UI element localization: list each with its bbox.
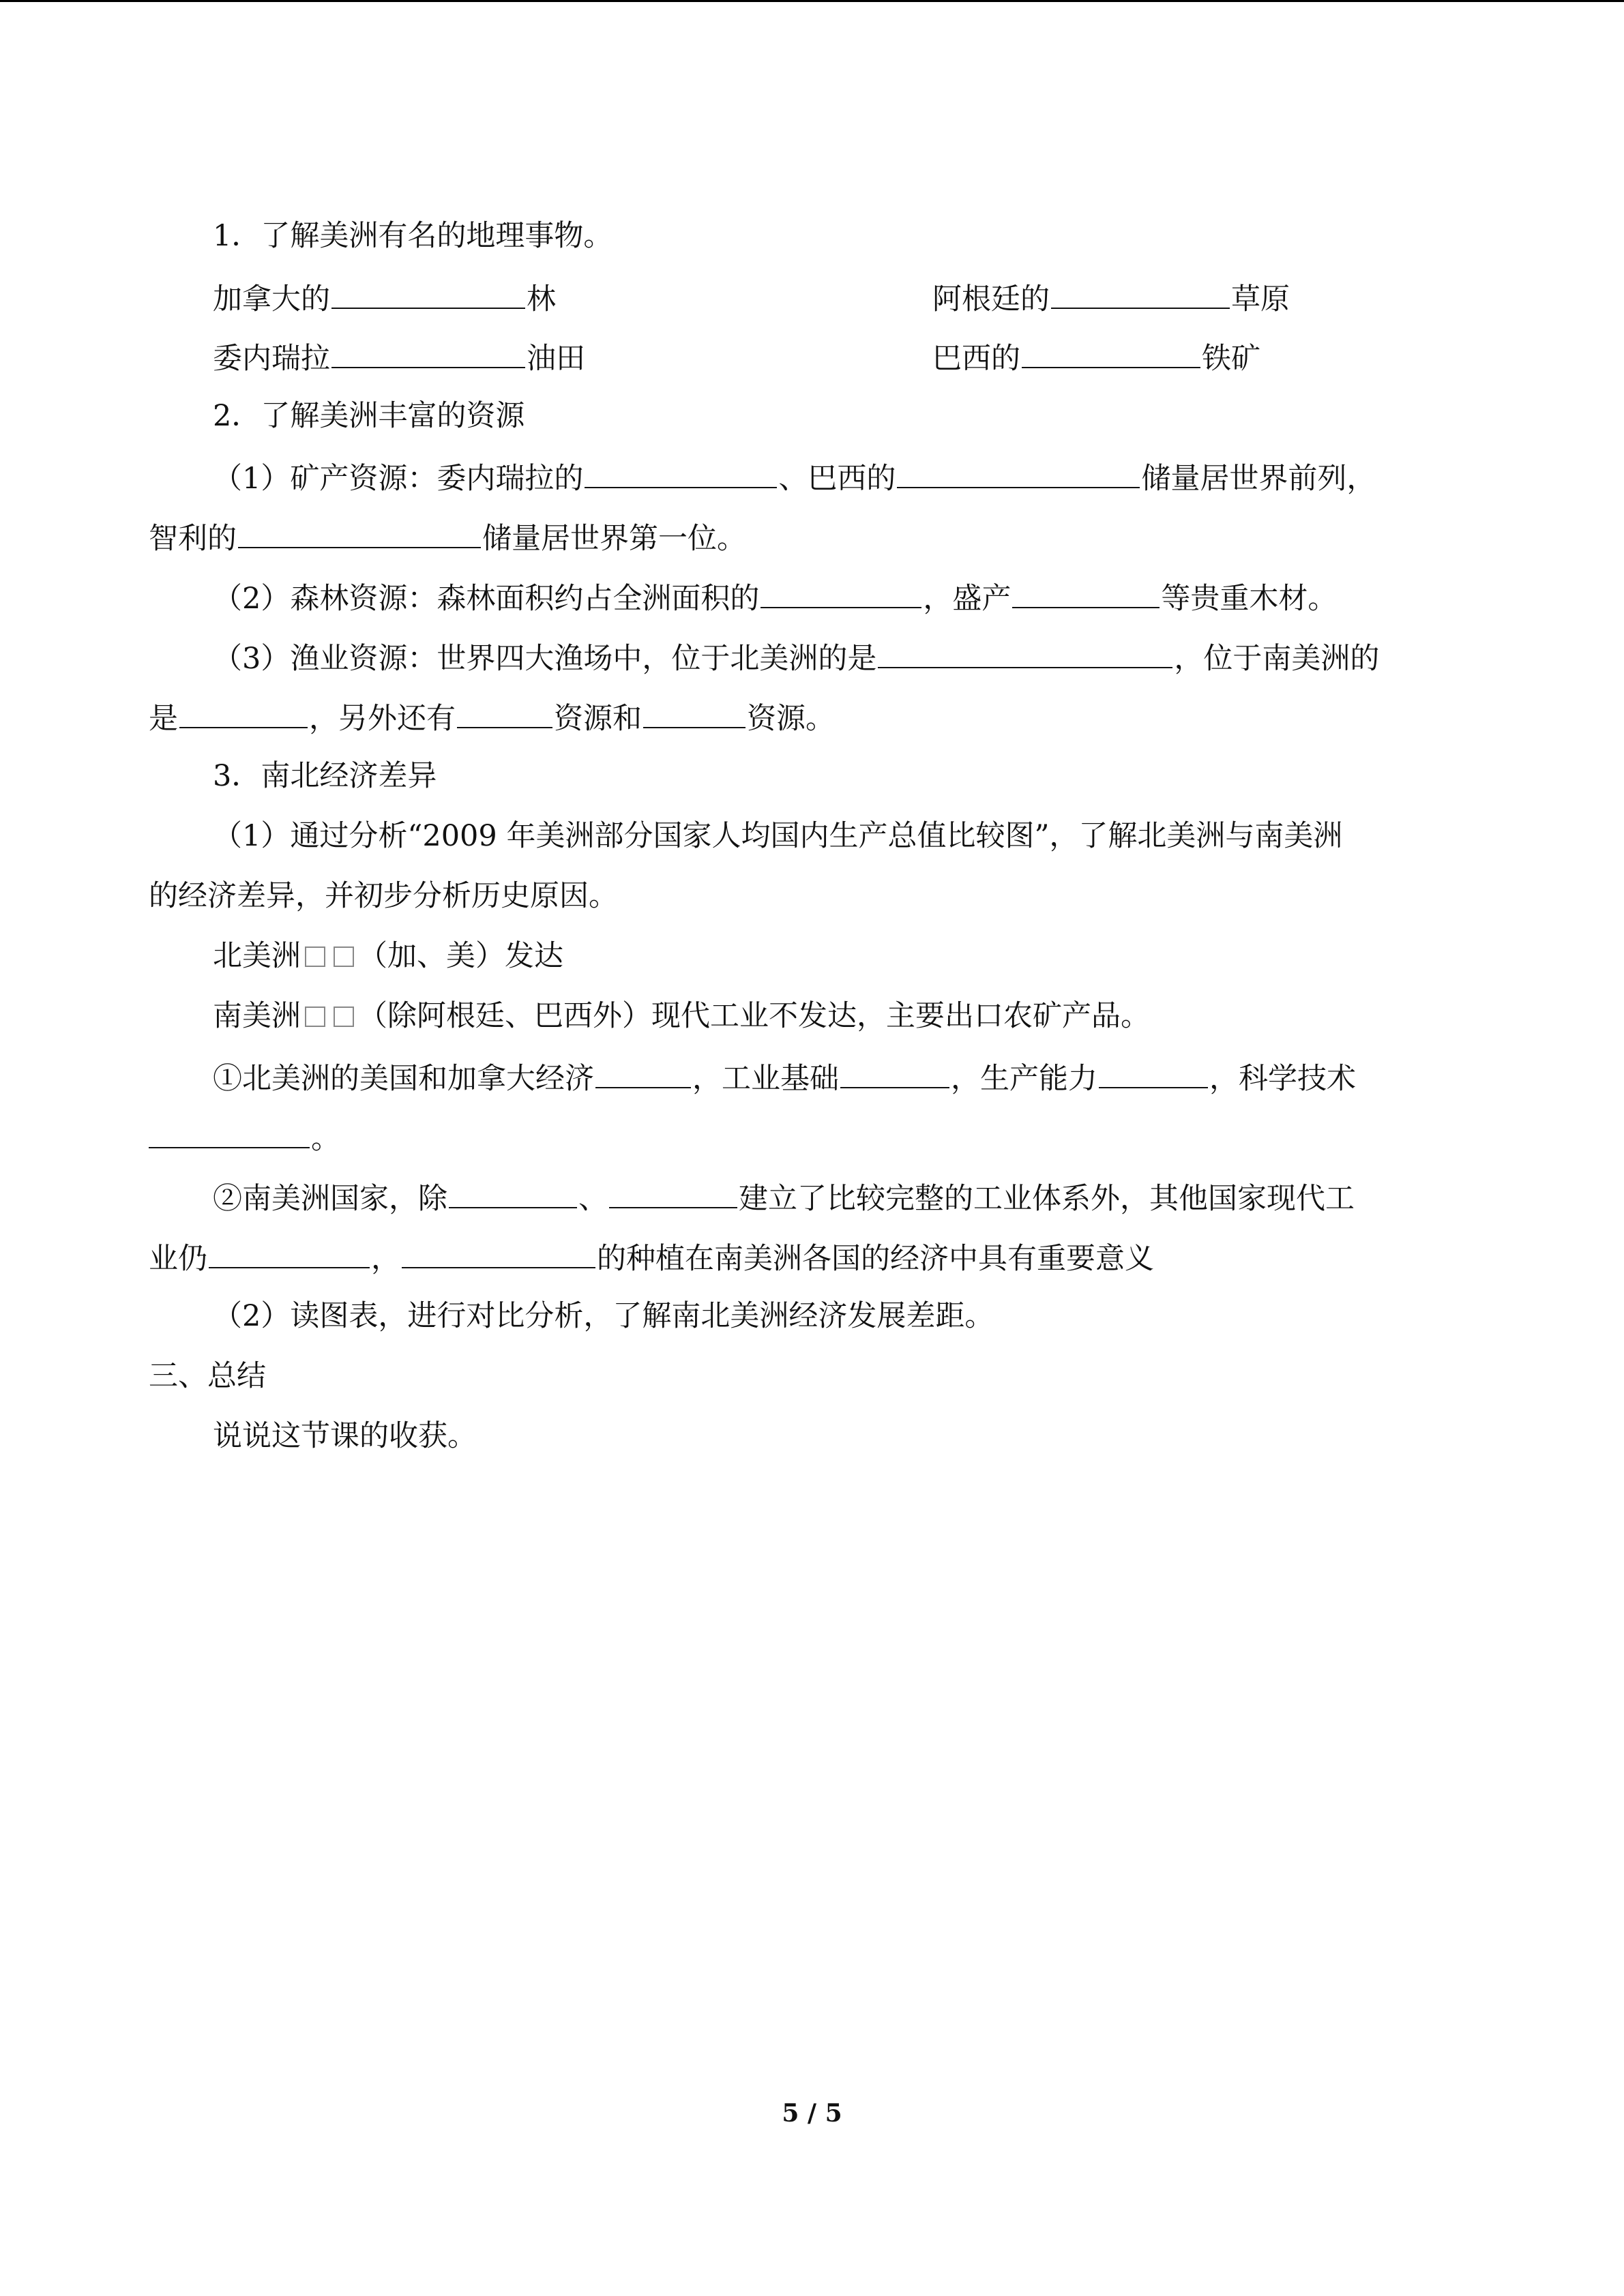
answer-blank[interactable] <box>449 1176 577 1208</box>
section-3-south-america: 南美洲 （除阿根廷、巴西外）现代工业不发达，主要出口农矿产品。 <box>213 999 1150 1033</box>
section-3-item-1-line-2: 。 <box>149 1116 1499 1159</box>
answer-blank[interactable] <box>897 456 1140 488</box>
placeholder-box <box>305 946 325 967</box>
placeholder-box <box>334 946 354 967</box>
answer-blank[interactable] <box>402 1236 595 1268</box>
answer-blank[interactable] <box>609 1176 737 1208</box>
section-2-title: 2．了解美洲丰富的资源 <box>213 399 525 433</box>
answer-blank[interactable] <box>840 1056 949 1088</box>
summary-text: 说说这节课的收获。 <box>213 1419 477 1453</box>
placeholder-box <box>305 1007 325 1027</box>
section-3-item-2-line-2: 业仍 ， 的种植在南美洲各国的经济中具有重要意义 <box>149 1236 1499 1279</box>
section-1-row-1-col-2: 阿根廷的 草原 <box>932 276 1290 320</box>
summary-heading: 三、总结 <box>149 1359 266 1393</box>
answer-blank[interactable] <box>585 456 777 488</box>
section-2-fishery-line-1: （3）渔业资源：世界四大渔场中，位于北美洲的是 ，位于南美洲的 <box>213 636 1563 679</box>
section-2-fishery-line-2: 是 ，另外还有 资源和 资源。 <box>149 696 1499 739</box>
section-3-item-2-line-1: ②南美洲国家，除 、 建立了比较完整的工业体系外，其他国家现代工 <box>213 1176 1563 1219</box>
section-3-item-1-line-1: ①北美洲的美国和加拿大经济 ，工业基础 ，生产能力 ，科学技术 <box>213 1056 1563 1099</box>
section-3-north-america: 北美洲 （加、美）发达 <box>213 939 563 973</box>
section-2-forest-line: （2）森林资源：森林面积约占全洲面积的 ，盛产 等贵重木材。 <box>213 576 1563 619</box>
section-3-title: 3．南北经济差异 <box>213 759 437 793</box>
answer-blank[interactable] <box>761 576 921 608</box>
placeholder-box <box>334 1007 354 1027</box>
section-2-mineral-line-1: （1）矿产资源：委内瑞拉的 、巴西的 储量居世界前列， <box>213 456 1563 499</box>
section-3-para-1-line-2: 的经济差异，并初步分析历史原因。 <box>149 879 618 913</box>
answer-blank[interactable] <box>1051 276 1230 309</box>
section-1-row-2-col-2: 巴西的 铁矿 <box>932 336 1260 379</box>
section-1-row-2: 委内瑞拉 油田 巴西的 铁矿 <box>213 336 1563 379</box>
answer-blank[interactable] <box>179 696 308 728</box>
answer-blank[interactable] <box>209 1236 370 1268</box>
page-number: 5 / 5 <box>782 2099 842 2128</box>
answer-blank[interactable] <box>331 336 525 368</box>
answer-blank[interactable] <box>1099 1056 1208 1088</box>
answer-blank[interactable] <box>643 696 745 728</box>
answer-blank[interactable] <box>331 276 525 309</box>
section-3-para-2: （2）读图表，进行对比分析，了解南北美洲经济发展差距。 <box>213 1299 994 1333</box>
answer-blank[interactable] <box>1012 576 1160 608</box>
answer-blank[interactable] <box>878 636 1172 668</box>
section-1-row-1: 加拿大的 林 阿根廷的 草原 <box>213 276 1563 320</box>
answer-blank[interactable] <box>595 1056 691 1088</box>
section-2-mineral-line-2: 智利的 储量居世界第一位。 <box>149 516 1499 559</box>
answer-blank[interactable] <box>149 1116 310 1148</box>
section-3-para-1-line-1: （1）通过分析“2009 年美洲部分国家人均国内生产总值比较图”，了解北美洲与南美洲 <box>213 819 1343 853</box>
answer-blank[interactable] <box>457 696 552 728</box>
section-1-title: 1．了解美洲有名的地理事物。 <box>213 219 613 253</box>
answer-blank[interactable] <box>238 516 481 548</box>
answer-blank[interactable] <box>1022 336 1200 368</box>
